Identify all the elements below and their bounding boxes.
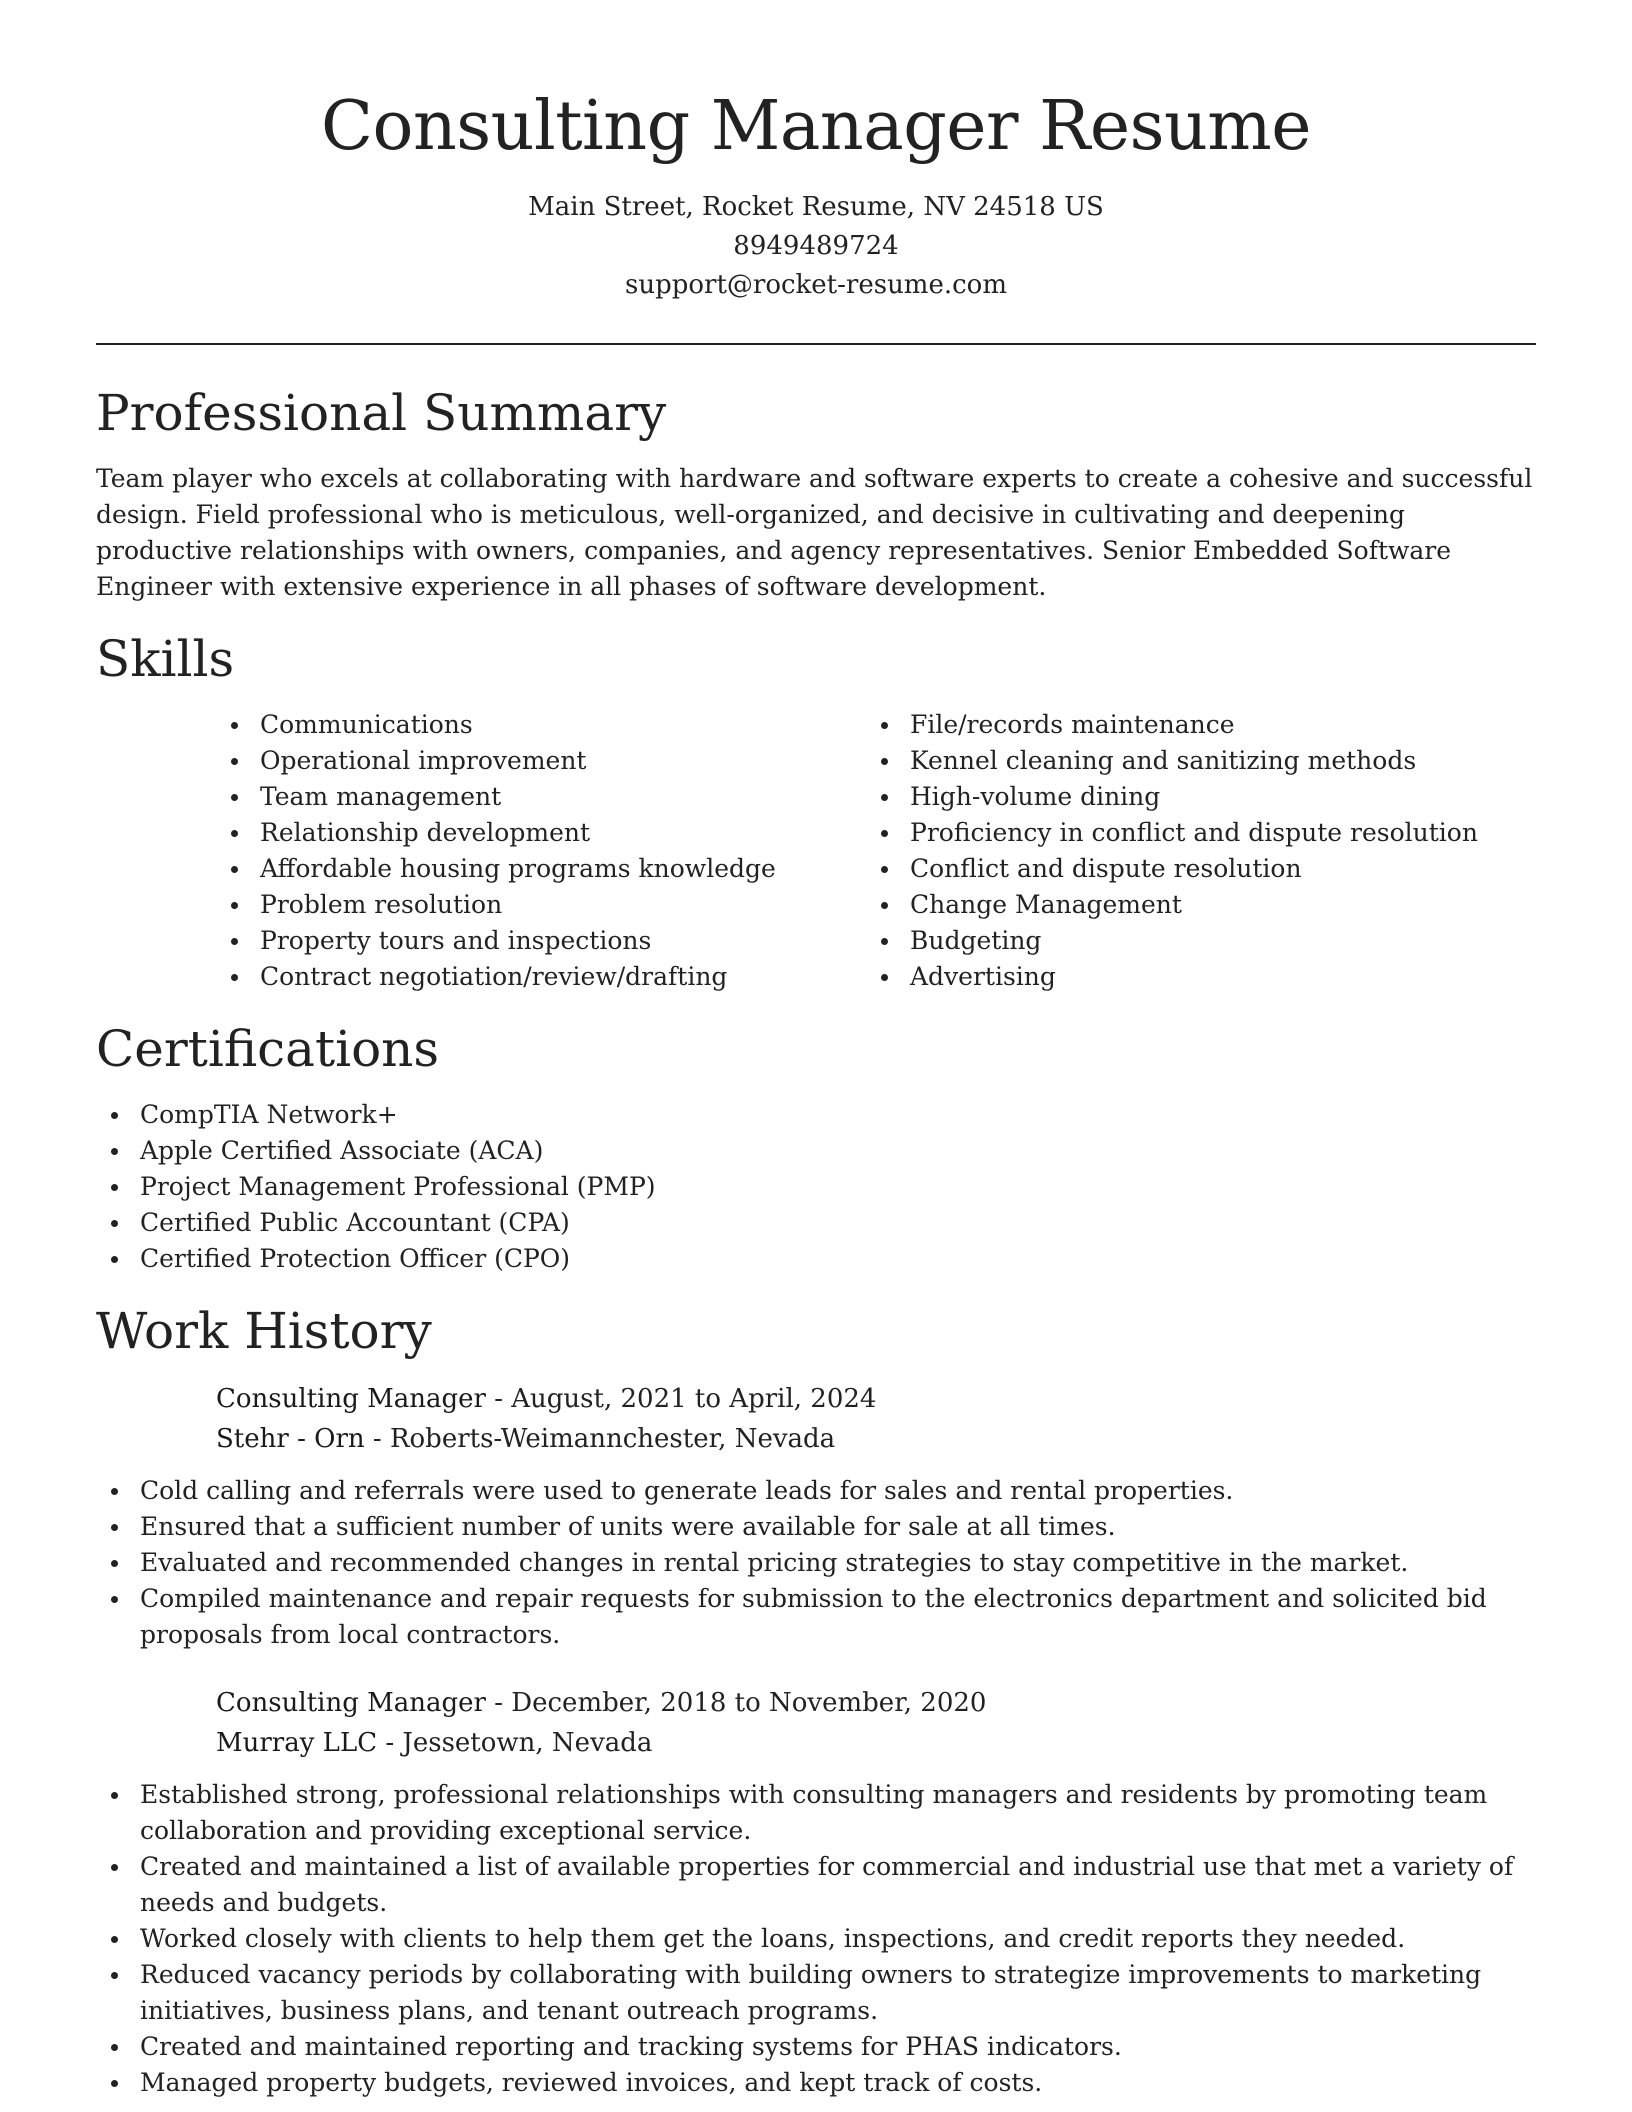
list-item: Worked closely with clients to help them get the loans, inspections, and credit reports they needed. (96, 1921, 1536, 1957)
bullet-icon (231, 866, 238, 873)
bullet-icon (111, 1524, 118, 1531)
bullet-icon (231, 830, 238, 837)
list-item: Budgeting (866, 923, 1516, 959)
list-item: Established strong, professional relationships with consulting managers and residents by promoting team collaboration and providing exceptional service. (96, 1777, 1536, 1849)
job-bullets (96, 1777, 1536, 2101)
bullet-icon (231, 938, 238, 945)
list-item: Contract negotiation/review/drafting (216, 959, 866, 995)
job-role: Consulting Manager (216, 1688, 486, 1718)
bullet-icon (881, 722, 888, 729)
bullet-icon (111, 1184, 118, 1191)
skills-section (96, 629, 1536, 995)
list-item: CompTIA Network+ (96, 1097, 1536, 1133)
job-title-line (216, 1683, 1536, 1723)
skills-right-list (866, 707, 1516, 995)
skills-heading: Skills (96, 630, 235, 688)
contact-address: Main Street, Rocket Resume, NV 24518 US (528, 192, 1104, 222)
list-item: Operational improvement (216, 743, 866, 779)
list-item: Project Management Professional (PMP) (96, 1169, 1536, 1205)
skills-left-list (216, 707, 866, 995)
certifications-list (96, 1097, 1536, 1277)
contact-phone: 8949489724 (733, 231, 899, 261)
list-item: Cold calling and referrals were used to generate leads for sales and rental properties. (96, 1473, 1536, 1509)
list-item: Communications (216, 707, 866, 743)
resume-title: Consulting Manager Resume (321, 87, 1311, 166)
contact-info (96, 188, 1536, 305)
job-company: Murray LLC (216, 1728, 378, 1758)
bullet-icon (111, 1488, 118, 1495)
list-item: Advertising (866, 959, 1516, 995)
list-item: Affordable housing programs knowledge (216, 851, 866, 887)
bullet-icon (111, 1792, 118, 1799)
list-item: Created and maintained reporting and tracking systems for PHAS indicators. (96, 2029, 1536, 2065)
bullet-icon (881, 974, 888, 981)
summary-heading: Professional Summary (96, 384, 667, 442)
job-location: - Roberts-Weimannchester, Nevada (364, 1424, 836, 1454)
work-history-heading: Work History (96, 1302, 432, 1360)
list-item: Certified Protection Officer (CPO) (96, 1241, 1536, 1277)
list-item: Ensured that a sufficient number of units were available for sale at all times. (96, 1509, 1536, 1545)
job-company-line (216, 1419, 1536, 1459)
bullet-icon (881, 830, 888, 837)
bullet-icon (231, 974, 238, 981)
job-entry (216, 1683, 1536, 1763)
bullet-icon (111, 1596, 118, 1603)
bullet-icon (231, 902, 238, 909)
bullet-icon (881, 938, 888, 945)
list-item: Reduced vacancy periods by collaborating with building owners to strategize improvements to marketing initiatives, business plans, and tenant outreach programs. (96, 1957, 1536, 2029)
list-item: Conflict and dispute resolution (866, 851, 1516, 887)
list-item: Created and maintained a list of available properties for commercial and industrial use that met a variety of needs and budgets. (96, 1849, 1536, 1921)
job-entry (216, 1379, 1536, 1459)
job-dates: - December, 2018 to November, 2020 (485, 1688, 987, 1718)
header-divider (96, 343, 1536, 345)
bullet-icon (111, 1256, 118, 1263)
list-item: High-volume dining (866, 779, 1516, 815)
skills-grid (216, 707, 1536, 995)
summary-text: Team player who excels at collaborating with hardware and software experts to create a cohesive and successful design. Field professional who is meticulous, well-organized, and decisive in cultivating and deepening productive relationships with owners, companies, and agency representatives. Senior Embedded Software Engineer with extensive experience in all phases of software development. (96, 464, 1533, 601)
bullet-icon (111, 1112, 118, 1119)
bullet-icon (111, 2044, 118, 2051)
job-role: Consulting Manager (216, 1384, 486, 1414)
list-item: Evaluated and recommended changes in rental pricing strategies to stay competitive in the market. (96, 1545, 1536, 1581)
job-dates: - August, 2021 to April, 2024 (485, 1384, 877, 1414)
bullet-icon (231, 794, 238, 801)
list-item: Certified Public Accountant (CPA) (96, 1205, 1536, 1241)
job-location: - Jessetown, Nevada (377, 1728, 653, 1758)
bullet-icon (881, 794, 888, 801)
bullet-icon (231, 722, 238, 729)
bullet-icon (111, 1148, 118, 1155)
bullet-icon (111, 2080, 118, 2087)
job-bullets (96, 1473, 1536, 1653)
bullet-icon (111, 1972, 118, 1979)
certifications-section (96, 1019, 1536, 1277)
contact-email: support@rocket-resume.com (624, 270, 1007, 300)
bullet-icon (881, 758, 888, 765)
bullet-icon (111, 1864, 118, 1871)
bullet-icon (881, 902, 888, 909)
list-item: Change Management (866, 887, 1516, 923)
list-item: File/records maintenance (866, 707, 1516, 743)
list-item: Relationship development (216, 815, 866, 851)
list-item: Team management (216, 779, 866, 815)
resume-page (96, 0, 1536, 2101)
summary-section (96, 383, 1536, 605)
list-item: Problem resolution (216, 887, 866, 923)
list-item: Compiled maintenance and repair requests for submission to the electronics department and solicited bid proposals from local contractors. (96, 1581, 1536, 1653)
job-company: Stehr - Orn (216, 1424, 365, 1454)
list-item: Managed property budgets, reviewed invoices, and kept track of costs. (96, 2065, 1536, 2101)
list-item: Property tours and inspections (216, 923, 866, 959)
job-title-line (216, 1379, 1536, 1419)
bullet-icon (111, 1220, 118, 1227)
list-item: Proficiency in conflict and dispute resolution (866, 815, 1516, 851)
bullet-icon (231, 758, 238, 765)
bullet-icon (881, 866, 888, 873)
job-company-line (216, 1723, 1536, 1763)
list-item: Apple Certified Associate (ACA) (96, 1133, 1536, 1169)
certifications-heading: Certifications (96, 1020, 440, 1078)
resume-header (96, 0, 1536, 305)
list-item: Kennel cleaning and sanitizing methods (866, 743, 1516, 779)
bullet-icon (111, 1560, 118, 1567)
work-history-section (96, 1301, 1536, 2101)
bullet-icon (111, 1936, 118, 1943)
